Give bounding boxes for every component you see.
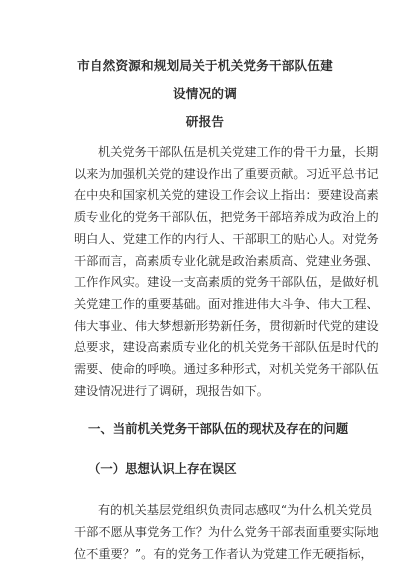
text-line: 总要求，建设高素质专业化的机关党务干部队伍是时代的	[74, 340, 379, 355]
text-line: 伟大事业、伟大梦想新形势新任务，贯彻新时代党的建设	[74, 318, 379, 333]
text-line: 建设情况进行了调研，现报告如下。	[74, 383, 269, 398]
text-line: 需要、使命的呼唤。通过多种形式，对机关党务干部队伍	[74, 362, 379, 377]
text-line: 工作作风实。建设一支高素质的党务干部队伍，是做好机	[74, 275, 379, 290]
text-line: 关党建工作的重要基础。面对推进伟大斗争、伟大工程、	[74, 296, 379, 311]
text-line: 质专业化的党务干部队伍，把党务干部培养成为政治上的	[74, 210, 379, 225]
text-line: 在中央和国家机关党的建设工作会议上指出：要建设高素	[74, 188, 379, 203]
text-line: 干部不愿从事党务工作？为什么党务干部表面重要实际地	[74, 525, 379, 540]
text-line: 位不重要？”。有的党务工作者认为党建工作无硬指标，	[74, 546, 373, 561]
text-line: 以来为加强机关党的建设作出了重要贡献。习近平总书记	[74, 166, 379, 181]
paragraph-intro	[74, 142, 379, 402]
text-line: 干部而言，高素质专业化就是政治素质高、党建业务强、	[74, 253, 379, 268]
title-line: 市自然资源和规划局关于机关党务干部队伍建设情况的调	[77, 58, 333, 101]
title-line: 研报告	[185, 114, 225, 129]
document-title	[74, 52, 336, 136]
text-line: 机关党务干部队伍是机关党建工作的骨干力量，长期	[98, 145, 379, 159]
paragraph-body	[74, 500, 379, 565]
subsection-heading: （一）思想认识上存在误区	[88, 461, 237, 477]
text-line: 有的机关基层党组织负责同志感叹“为什么机关党员	[98, 503, 373, 518]
text-line: 明白人、党建工作的内行人、干部职工的贴心人。对党务	[74, 231, 379, 246]
section-heading: 一、当前机关党务干部队伍的现状及存在的问题	[88, 421, 349, 437]
